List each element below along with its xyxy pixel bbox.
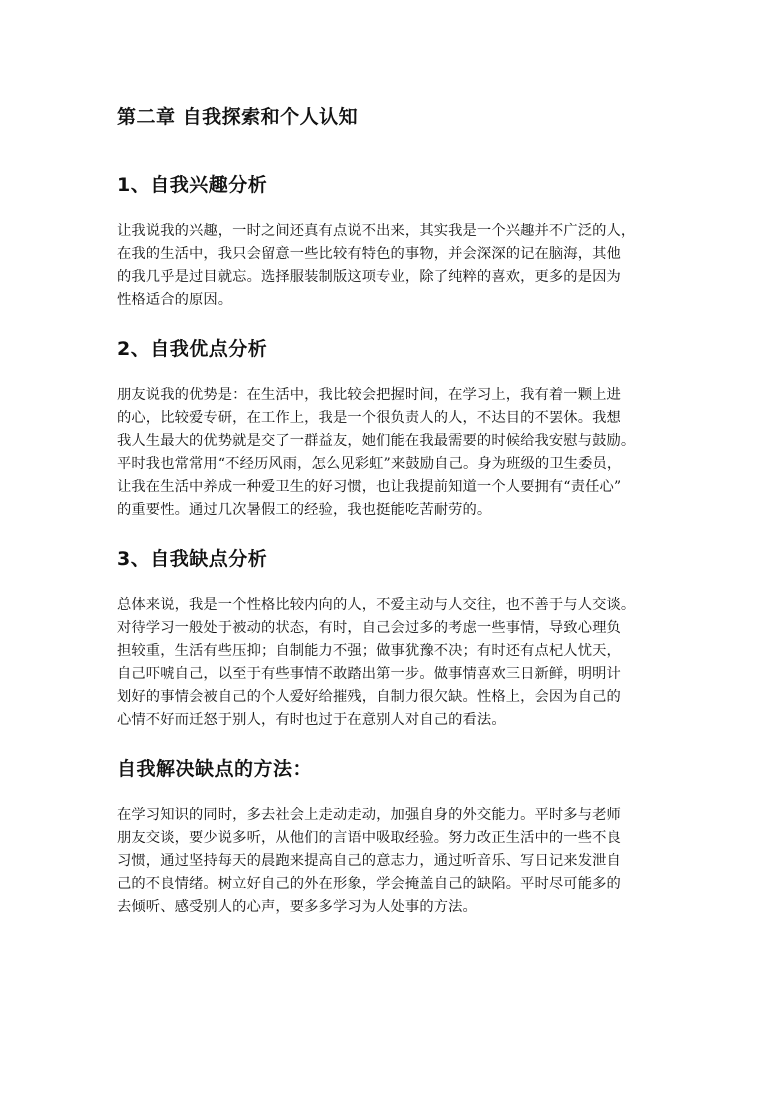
paragraph-line: 对待学习一般处于被动的状态，有时，自己会过多的考虑一些事情，导致心理负	[117, 620, 621, 636]
paragraph-line: 性格适合的原因。	[117, 292, 233, 308]
section-heading-solutions: 自我解决缺点的方法：	[117, 758, 313, 780]
paragraph-line: 担较重，生活有些压抑；自制能力不强；做事犹豫不决；有时还有点杞人忧天，	[117, 643, 621, 659]
paragraph-line: 去倾听、感受别人的心声，要多多学习为人处事的方法。	[117, 899, 477, 915]
section-paragraph-weaknesses	[117, 594, 662, 732]
section-heading-interest: 1、自我兴趣分析	[117, 174, 268, 196]
document-page	[117, 100, 662, 919]
section-heading-strengths: 2、自我优点分析	[117, 338, 268, 360]
paragraph-line: 划好的事情会被自己的个人爱好给摧残，自制力很欠缺。性格上，会因为自己的	[117, 689, 621, 705]
paragraph-line: 在我的生活中，我只会留意一些比较有特色的事物，并会深深的记在脑海，其他	[117, 246, 621, 262]
paragraph-line: 平时我也常常用“不经历风雨，怎么见彩虹”来鼓励自己。身为班级的卫生委员，	[117, 456, 622, 472]
paragraph-line: 自己吓唬自己，以至于有些事情不敢踏出第一步。做事情喜欢三日新鲜，明明计	[117, 666, 621, 682]
paragraph-line: 我人生最大的优势就是交了一群益友，她们能在我最需要的时候给我安慰与鼓励。	[117, 433, 636, 449]
section-paragraph-solutions	[117, 804, 662, 919]
section-paragraph-interest	[117, 220, 662, 312]
paragraph-line: 让我说我的兴趣，一时之间还真有点说不出来，其实我是一个兴趣并不广泛的人，	[117, 223, 636, 239]
paragraph-line: 的我几乎是过目就忘。选择服装制版这项专业，除了纯粹的喜欢，更多的是因为	[117, 269, 621, 285]
paragraph-line: 己的不良情绪。树立好自己的外在形象，学会掩盖自己的缺陷。平时尽可能多的	[117, 876, 621, 892]
paragraph-line: 总体来说，我是一个性格比较内向的人，不爱主动与人交往，也不善于与人交谈。	[117, 597, 636, 613]
paragraph-line: 习惯，通过坚持每天的晨跑来提高自己的意志力，通过听音乐、写日记来发泄自	[117, 853, 621, 869]
chapter-title: 第二章 自我探索和个人认知	[117, 106, 359, 128]
paragraph-line: 朋友说我的优势是：在生活中，我比较会把握时间，在学习上，我有着一颗上进	[117, 387, 621, 403]
paragraph-line: 朋友交谈，要少说多听，从他们的言语中吸取经验。努力改正生活中的一些不良	[117, 830, 621, 846]
paragraph-line: 在学习知识的同时，多去社会上走动走动，加强自身的外交能力。平时多与老师	[117, 807, 621, 823]
paragraph-line: 让我在生活中养成一种爱卫生的好习惯，也让我提前知道一个人要拥有“责任心”	[117, 479, 622, 495]
section-paragraph-strengths	[117, 384, 662, 522]
paragraph-line: 的心，比较爱专研，在工作上，我是一个很负责人的人，不达目的不罢休。我想	[117, 410, 621, 426]
paragraph-line: 心情不好而迁怒于别人，有时也过于在意别人对自己的看法。	[117, 712, 506, 728]
section-heading-weaknesses: 3、自我缺点分析	[117, 548, 268, 570]
paragraph-line: 的重要性。通过几次暑假工的经验，我也挺能吃苦耐劳的。	[117, 502, 492, 518]
